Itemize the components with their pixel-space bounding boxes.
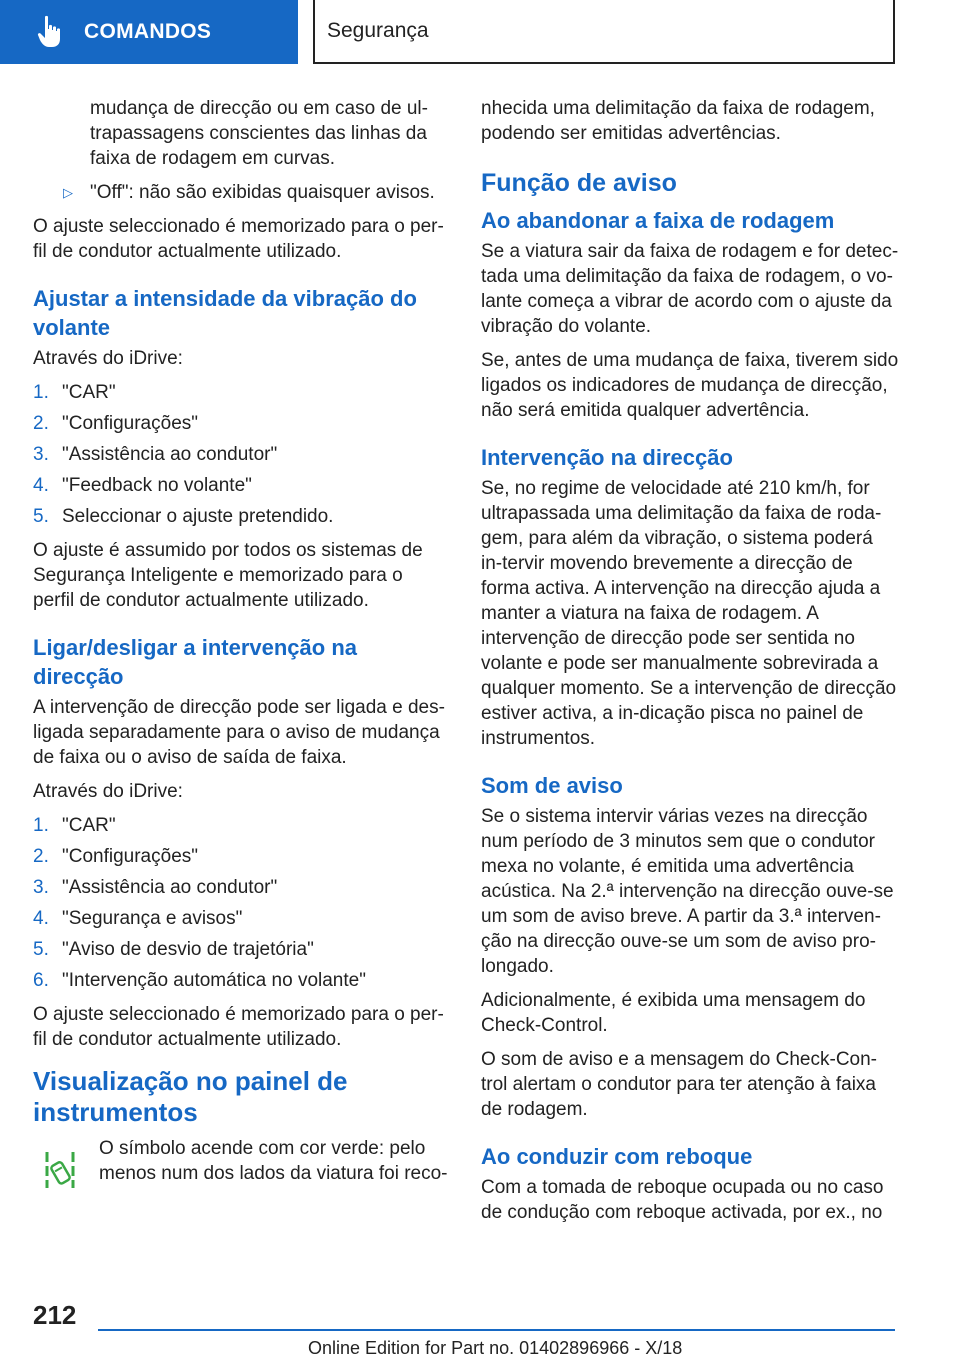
leaving-lane-paragraph-2: Se, antes de uma mudança de faixa, tiverem sido ligados os indicadores de mudança de direcção, não será emitida qualquer advertência. <box>481 350 899 421</box>
heading-display: Visualização no painel de instrumentos <box>33 1066 348 1127</box>
intervention-paragraph: A intervenção de direcção pode ser ligada e des-ligada separadamente para o aviso de mudança de faixa ou o aviso de saída de faixa. <box>33 697 445 768</box>
list-item: 6. "Intervenção automática no volante" <box>33 970 366 991</box>
section-tab[interactable] <box>0 0 298 64</box>
list-item: 1. "CAR" <box>33 382 116 403</box>
memo-paragraph: O ajuste seleccionado é memorizado para o per-fil de condutor actualmente utilizado. <box>33 1004 444 1050</box>
sound-paragraph: Se o sistema intervir várias vezes na direcção num período de 3 minutos sem que o condutor mexa no volante, é emitida uma advertência acústica. Na 2.ª intervenção na direcção ouve-se um som de aviso breve. A partir da 3.ª interven-ção na direcção ouve-se um som de aviso pro-longado. <box>481 806 894 977</box>
list-item: 5. Seleccionar o ajuste pretendido. <box>33 506 334 527</box>
right-column <box>481 96 899 1234</box>
via-idrive-text: Através do iDrive: <box>33 781 183 802</box>
list-item: 5. "Aviso de desvio de trajetória" <box>33 939 314 960</box>
list-item-off <box>33 180 448 205</box>
list-item: 1. "CAR" <box>33 815 116 836</box>
heading-towing: Ao conduzir com reboque <box>481 1144 753 1169</box>
lane-departure-warning-icon <box>33 1136 99 1197</box>
continued-paragraph: mudança de direcção ou em caso de ul-trapassagens conscientes das linhas da faixa de rodagem em curvas. <box>90 98 428 169</box>
heading-vibration: Ajustar a intensidade da vibração do volante <box>33 286 417 340</box>
continued-paragraph: nhecida uma delimitação da faixa de rodagem, podendo ser emitidas advertências. <box>481 98 875 144</box>
triangle-bullet-icon: ▷ <box>63 185 73 200</box>
page-number: 212 <box>33 1300 77 1330</box>
heading-leaving-lane: Ao abandonar a faixa de rodagem <box>481 208 835 233</box>
heading-warning-function: Função de aviso <box>481 169 677 197</box>
list-item: 4. "Segurança e avisos" <box>33 908 243 929</box>
footer-divider <box>98 1329 895 1331</box>
sound-paragraph-2: Adicionalmente, é exibida uma mensagem do Check-Control. <box>481 990 866 1036</box>
left-column <box>33 96 448 1197</box>
sound-paragraph-3: O som de aviso e a mensagem do Check-Con-trol alertam o condutor para ter atenção à faixa de rodagem. <box>481 1049 878 1120</box>
list-item: 4. "Feedback no volante" <box>33 475 252 496</box>
list-item-text: "Off": não são exibidas quaisquer avisos. <box>90 182 435 203</box>
hand-pointer-icon <box>36 14 64 50</box>
list-item: 3. "Assistência ao condutor" <box>33 444 278 465</box>
edition-text: Online Edition for Part no. 01402896966 - X/18 <box>308 1338 683 1358</box>
list-item: 3. "Assistência ao condutor" <box>33 877 278 898</box>
memo-paragraph: O ajuste seleccionado é memorizado para o per-fil de condutor actualmente utilizado. <box>33 216 444 262</box>
towing-paragraph: Com a tomada de reboque ocupada ou no caso de condução com reboque activada, por ex., no <box>481 1177 884 1223</box>
chapter-title <box>313 0 895 64</box>
steering-paragraph: Se, no regime de velocidade até 210 km/h, for ultrapassada uma delimitação da faixa de roda-gem, para além da vibração, o sistema poderá in-tervir movendo brevemente a direcção de forma activa. A intervenção na direcção ajuda a manter a viatura na faixa de rodagem. A intervenção de direcção pode ser sentida no volante e pode ser manualmente sobrevirada a qualquer momento. Se a intervenção de direcção estiver activa, a in-dicação pisca no painel de instrumentos. <box>481 478 897 749</box>
list-item: 2. "Configurações" <box>33 413 199 434</box>
section-tab-label: COMANDOS <box>84 20 212 43</box>
heading-steering-intervention: Intervenção na direcção <box>481 445 733 470</box>
symbol-row <box>33 1136 448 1197</box>
via-idrive-text: Através do iDrive: <box>33 348 183 369</box>
chapter-title-text: Segurança <box>327 19 429 42</box>
leaving-lane-paragraph: Se a viatura sair da faixa de rodagem e for detec-tada uma delimitação da faixa de rodagem, o vo-lante começa a vibrar de acordo com o ajuste da vibração do volante. <box>481 241 899 337</box>
steps-list-vibration <box>33 380 448 529</box>
steps-list-intervention <box>33 813 448 993</box>
assumed-paragraph: O ajuste é assumido por todos os sistemas de Segurança Inteligente e memorizado para o perfil de condutor actualmente utilizado. <box>33 540 423 611</box>
symbol-description: O símbolo acende com cor verde: pelo menos num dos lados da viatura foi reco- <box>99 1138 448 1184</box>
list-item: 2. "Configurações" <box>33 846 199 867</box>
heading-intervention-toggle: Ligar/desligar a intervenção na direcção <box>33 635 358 689</box>
heading-warning-sound: Som de aviso <box>481 773 623 798</box>
